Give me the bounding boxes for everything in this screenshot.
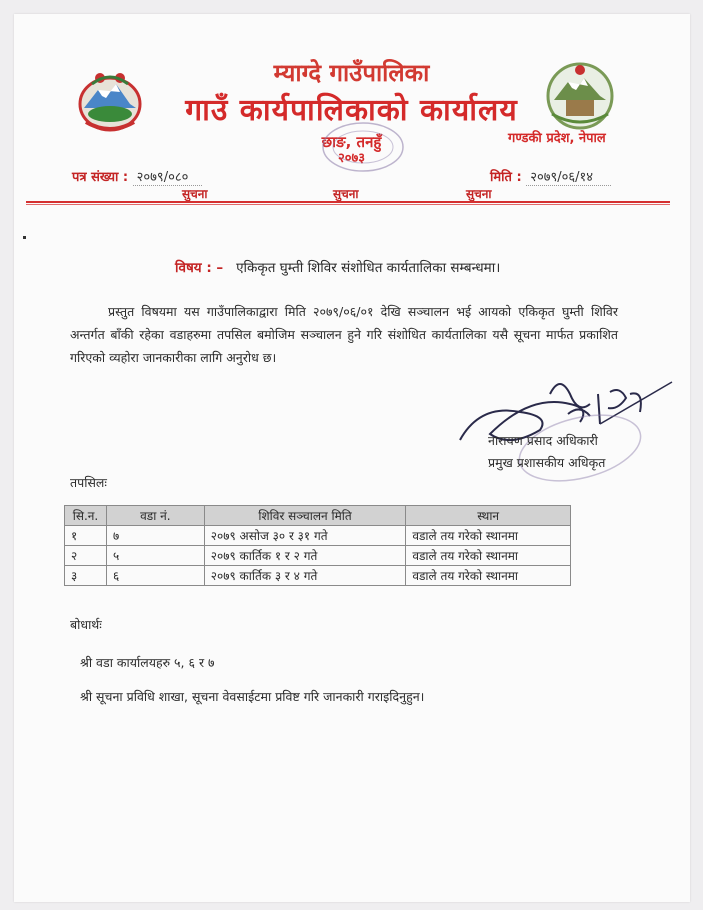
table-cell: ३ (65, 566, 107, 586)
table-cell: वडाले तय गरेको स्थानमा (406, 526, 571, 546)
details-label: तपसिलः (70, 475, 107, 490)
office-address: छाङ, तनहुँ (321, 133, 382, 151)
margin-dot (23, 236, 26, 239)
table-row (65, 526, 571, 546)
signer-designation: प्रमुख प्रशासकीय अधिकृत (488, 455, 606, 470)
table-cell: २०७९ कार्तिक ३ र ४ गते (204, 566, 406, 586)
table-cell: वडाले तय गरेको स्थानमा (406, 546, 571, 566)
header-divider-thin (26, 204, 670, 205)
cc-label: बोधार्थः (70, 617, 102, 632)
office-stamp-icon (318, 118, 408, 176)
letter-date-label: मिति : (490, 170, 522, 185)
column-header: शिविर सञ्चालन मिति (204, 506, 406, 526)
letter-number (72, 167, 202, 185)
cc-line-wards: श्री वडा कार्यालयहरु ५, ६ र ७ (80, 655, 215, 670)
table-cell: ७ (106, 526, 204, 546)
schedule-table (64, 505, 571, 586)
body-paragraph: प्रस्तुत विषयमा यस गाउँपालिकाद्वारा मिति २०७९/०६/०१ देखि सञ्चालन भई आयको एकिकृत घुम्ती शिविर अन्तर्गत बाँकी रहेका वडाहरुमा तपसिल बमोजिम सञ्चालन हुने गरि संशोधित कार्यतालिका यसै सूचना मार्फत प्रकाशित गरिएको व्यहोरा जानकारीका लागि अनुरोध छ। (70, 304, 618, 365)
subject-label: विषय : – (175, 260, 224, 276)
signer-name: नारायण प्रसाद अधिकारी (488, 433, 598, 448)
notice-word: सुचना (182, 187, 208, 201)
subject-line (175, 258, 500, 276)
column-header: वडा नं. (106, 506, 204, 526)
table-cell: ६ (106, 566, 204, 586)
municipality-name: म्याग्दे गाउँपालिका (273, 59, 430, 87)
table-cell: ५ (106, 546, 204, 566)
subject-text: एकिकृत घुम्ती शिविर संशोधित कार्यतालिका सम्बन्धमा। (236, 260, 501, 276)
notice-word: सुचना (466, 187, 492, 201)
column-header: स्थान (406, 506, 571, 526)
office-name: गाउँ कार्यपालिकाको कार्यालय (185, 93, 518, 128)
letter-date-value: २०७९/०६/१४ (526, 170, 611, 186)
letter-number-value: २०७९/०८० (133, 170, 203, 186)
table-header-row (65, 506, 571, 526)
established-year: २०७३ (337, 151, 366, 166)
letter-date (490, 167, 611, 185)
table-row (65, 546, 571, 566)
table-cell: वडाले तय गरेको स्थानमा (406, 566, 571, 586)
header-divider (26, 201, 670, 203)
letter-number-label: पत्र संख्या : (72, 170, 129, 185)
column-header: सि.न. (65, 506, 107, 526)
table-cell: २०७९ कार्तिक १ र २ गते (204, 546, 406, 566)
table-cell: १ (65, 526, 107, 546)
province-name: गण्डकी प्रदेश, नेपाल (508, 131, 606, 146)
table-row (65, 566, 571, 586)
notice-word: सुचना (333, 187, 359, 201)
table-cell: २०७९ असोज ३० र ३१ गते (204, 526, 406, 546)
table-cell: २ (65, 546, 107, 566)
cc-line-it-section: श्री सूचना प्रविधि शाखा, सूचना वेवसाईटमा प्रविष्ट गरि जानकारी गराइदिनुहुन। (80, 689, 425, 704)
